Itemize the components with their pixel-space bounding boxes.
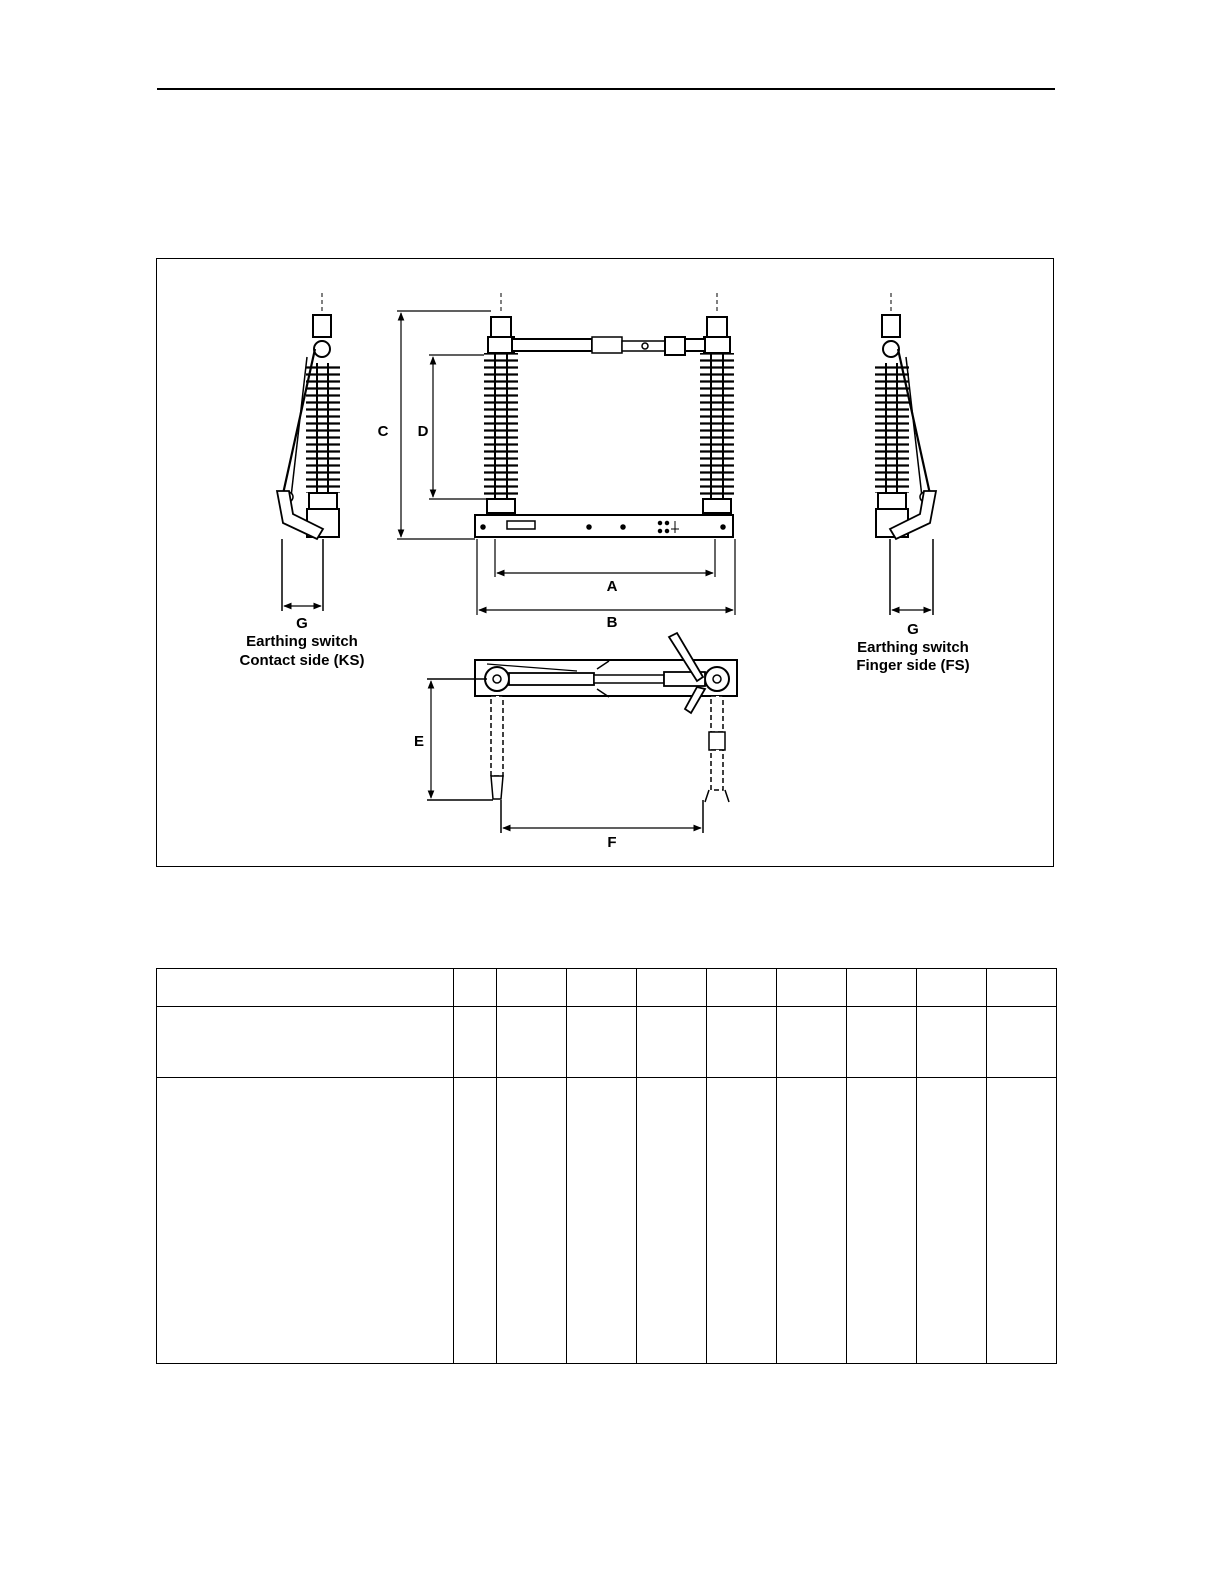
table-cell (454, 969, 497, 1007)
table-cell (917, 1078, 987, 1364)
table-cell (777, 1078, 847, 1364)
dimension-label-b: B (606, 614, 618, 631)
fs-side-view-drawing (875, 293, 936, 615)
table-row (157, 1007, 1057, 1078)
table-cell (157, 1078, 454, 1364)
table-cell (847, 969, 917, 1007)
table-cell (707, 969, 777, 1007)
fs-caption-line1: Earthing switch (857, 639, 969, 656)
dimension-label-f: F (607, 834, 617, 851)
fs-caption-line2: Finger side (FS) (856, 657, 970, 674)
table-cell (637, 969, 707, 1007)
front-view-dimension-lines (397, 311, 735, 615)
top-view-drawing (427, 633, 737, 833)
table-cell (567, 1007, 637, 1078)
dimension-label-a: A (606, 578, 618, 595)
table-cell (454, 1007, 497, 1078)
ks-caption-line2: Contact side (KS) (239, 652, 365, 669)
table-cell (917, 969, 987, 1007)
table-cell (847, 1007, 917, 1078)
table-cell (707, 1007, 777, 1078)
dimension-label-g-fs: G (907, 621, 919, 638)
table-cell (987, 1078, 1057, 1364)
ks-side-view-drawing (277, 293, 340, 611)
dimension-label-d: D (417, 423, 429, 440)
table-cell (157, 969, 454, 1007)
table-cell (637, 1078, 707, 1364)
table-cell (707, 1078, 777, 1364)
table-row (157, 1078, 1057, 1364)
table-cell (454, 1078, 497, 1364)
table-cell (637, 1007, 707, 1078)
dimension-label-e: E (413, 733, 425, 750)
table-cell (157, 1007, 454, 1078)
table-cell (987, 1007, 1057, 1078)
table-cell (497, 969, 567, 1007)
table-cell (987, 969, 1057, 1007)
table-cell (497, 1007, 567, 1078)
table-cell (777, 1007, 847, 1078)
front-view-drawing (475, 293, 734, 537)
table-header-row (157, 969, 1057, 1007)
table-cell (777, 969, 847, 1007)
table-cell (567, 1078, 637, 1364)
table-cell (497, 1078, 567, 1364)
dimension-label-c: C (377, 423, 389, 440)
ks-caption-line1: Earthing switch (246, 633, 358, 650)
dimensions-table (156, 968, 1057, 1364)
header-rule (157, 88, 1055, 90)
table-cell (917, 1007, 987, 1078)
table-cell (847, 1078, 917, 1364)
table-cell (567, 969, 637, 1007)
dimension-drawing-figure (156, 258, 1054, 867)
dimension-label-g-ks: G (296, 615, 308, 632)
